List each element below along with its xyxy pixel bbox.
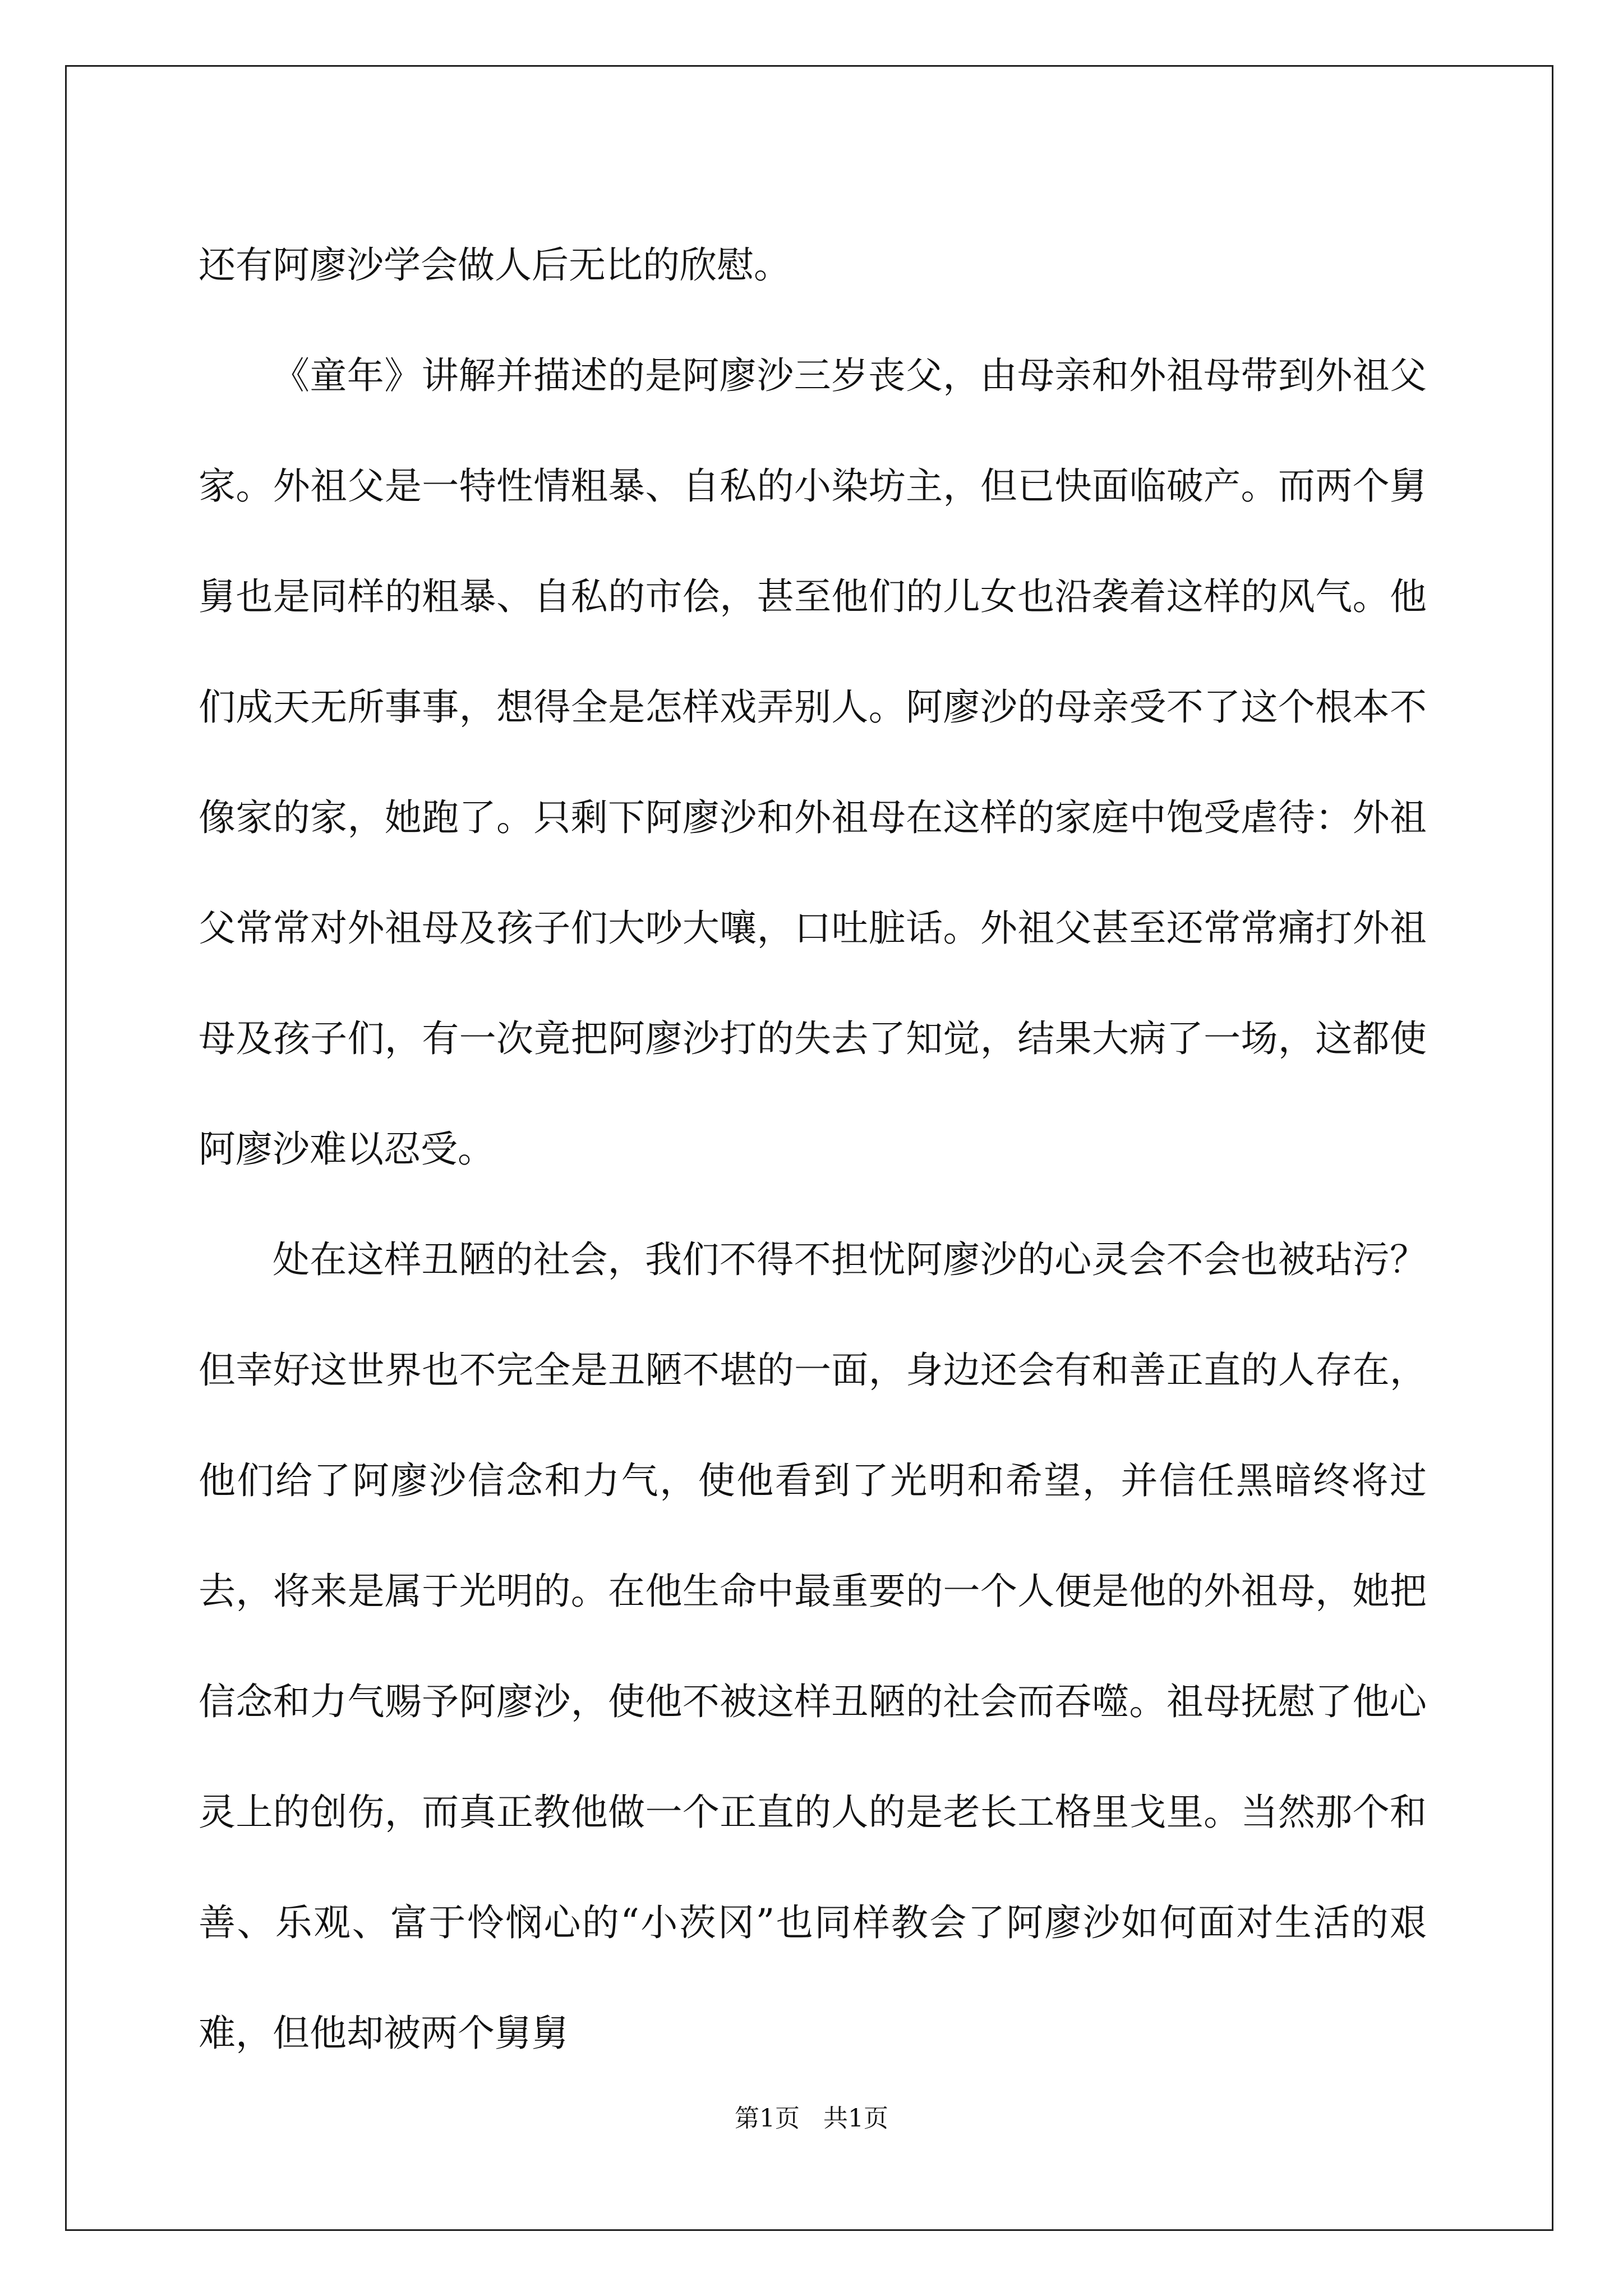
page-footer: 第1页 共1页 <box>735 2104 888 2133</box>
paragraph-hope-and-kindness: 处在这样丑陋的社会，我们不得不担忧阿廖沙的心灵会不会也被玷污？但幸好这世界也不完全是丑陋不堪的一面，身边还会有和善正直的人存在，他们给了阿廖沙信念和力气，使他看到了光明和希望，并信任黑暗终将过去，将来是属于光明的。在他生命中最重要的一个人便是他的外祖母，她把信念和力气赐予阿廖沙，使他不被这样丑陋的社会而吞噬。祖母抚慰了他心灵上的创伤，而真正教他做一个正直的人的是老长工格里戈里。当然那个和善、乐观、富于怜悯心的“小茨冈”也同样教会了阿廖沙如何面对生活的艰难，但他却被两个舅舅 <box>199 1238 1427 2055</box>
document-body <box>199 210 1427 2088</box>
paragraph-childhood-summary: 《童年》讲解并描述的是阿廖沙三岁丧父，由母亲和外祖母带到外祖父家。外祖父是一特性情粗暴、自私的小染坊主，但已快面临破产。而两个舅舅也是同样的粗暴、自私的市侩，甚至他们的儿女也沿袭着这样的风气。他们成天无所事事，想得全是怎样戏弄别人。阿廖沙的母亲受不了这个根本不像家的家，她跑了。只剩下阿廖沙和外祖母在这样的家庭中饱受虐待：外祖父常常对外祖母及孩子们大吵大嚷，口吐脏话。外祖父甚至还常常痛打外祖母及孩子们，有一次竟把阿廖沙打的失去了知觉，结果大病了一场，这都使阿廖沙难以忍受。 <box>199 354 1427 1171</box>
paragraph-continuation: 还有阿廖沙学会做人后无比的欣慰。 <box>199 243 791 287</box>
